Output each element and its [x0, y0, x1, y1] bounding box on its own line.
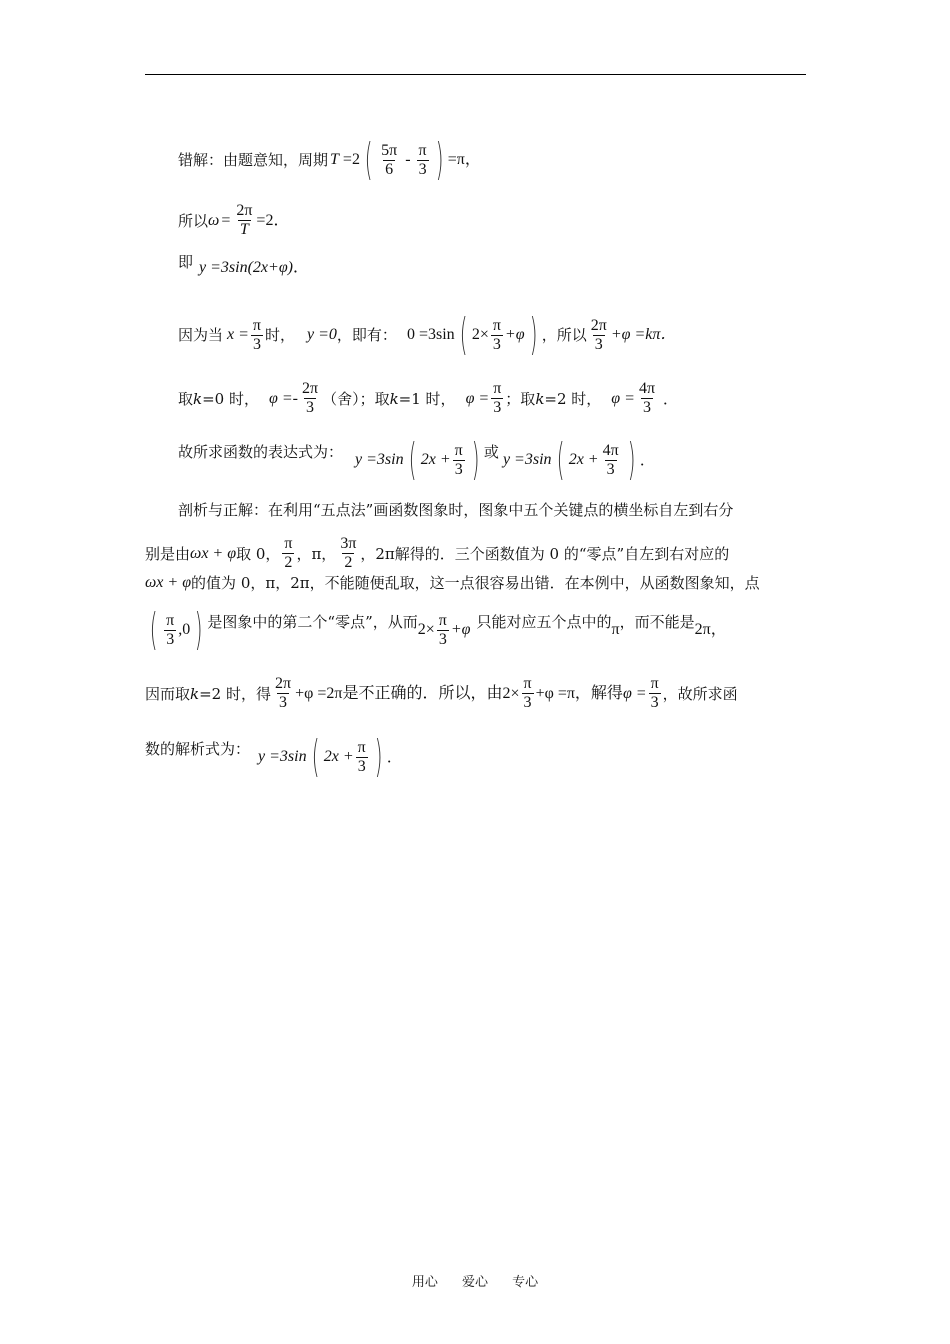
text: ，即有： [336, 326, 397, 344]
text: 2× [471, 326, 489, 343]
wrong-solution-line-4 [178, 309, 677, 360]
analysis-line-6 [145, 731, 402, 782]
right-paren: ) [529, 309, 538, 360]
text: +φ [504, 326, 525, 343]
text: φ =- [269, 389, 298, 407]
fraction: $\frac{\pi}{3}$ [438, 611, 447, 648]
text: 0 =3sin [406, 326, 455, 343]
text: φ = [611, 389, 635, 407]
fraction: $\frac{\pi}{3}$ [492, 316, 501, 353]
fraction: $\frac{\pi}{2}$ [284, 535, 293, 571]
right-paren: ) [627, 434, 636, 485]
analysis-line-3 [145, 573, 760, 593]
equation-part: =2 [342, 151, 360, 168]
equation-tail: =π， [447, 151, 481, 168]
wrong-solution-line-3 [178, 253, 310, 278]
left-paren: ( [459, 309, 468, 360]
text: k [193, 389, 203, 408]
fraction: $\frac{2\pi}{3}$ [275, 675, 292, 711]
footer-text-3: 专心 [512, 1275, 539, 1290]
left-paren: ( [556, 434, 564, 485]
text: y =3sin [355, 451, 404, 468]
fraction: $\frac{\pi}{3}$ [650, 675, 659, 711]
text: ． [386, 748, 402, 766]
text: 所以 [178, 211, 209, 230]
fraction: $\frac{2\pi}{T}$ [236, 202, 253, 238]
fraction: $\frac{4\pi}{3}$ [638, 380, 656, 416]
text: =0 时， [202, 389, 259, 408]
left-paren: ( [364, 134, 373, 185]
text: 2π， [694, 621, 727, 638]
wrong-solution-line-5 [178, 380, 678, 417]
left-paren: ( [311, 731, 320, 782]
footer-text-1: 用心 [411, 1275, 438, 1290]
text: =2． [256, 211, 290, 229]
analysis-line-2 [145, 535, 729, 572]
text: y =3sin [502, 451, 552, 468]
wrong-solution-line-1: 错解：由题意知，周期 T =2 ( $\frac{5\pi}{6}$ - $\frac{\pi}{3}$ ) =π， [178, 134, 481, 185]
right-paren: ) [435, 134, 444, 185]
text: 别是由 [145, 544, 191, 563]
text: +φ =π，解得 [535, 684, 623, 702]
header-rule [145, 74, 806, 75]
text: 或 [483, 443, 499, 461]
text: y =3sin [258, 748, 307, 765]
right-paren: ) [471, 434, 480, 485]
fraction: $\frac{\pi}{3}$ [166, 611, 175, 648]
period-symbol: T [330, 151, 339, 168]
text: ；取 [505, 389, 536, 408]
text: ωx + φ [190, 544, 237, 562]
text: ． [639, 451, 655, 469]
text: 故所求函数的表达式为： [178, 443, 344, 461]
text: ，π， [296, 544, 337, 563]
fraction: $\frac{3\pi}{2}$ [340, 535, 357, 571]
text: =1 时， [398, 389, 456, 408]
right-paren: ) [374, 731, 383, 782]
text: 2x + [323, 748, 354, 765]
omega-symbol: ω [208, 211, 220, 229]
text: =2 时，得 [199, 684, 271, 703]
text: 取 0， [236, 544, 281, 563]
analysis-line-4 [145, 604, 727, 655]
fraction: $\frac{\pi}{3}$ [493, 380, 502, 416]
text: = [221, 211, 231, 229]
right-paren: ) [194, 604, 203, 655]
text: 的值为 0，π，2π，不能随便乱取，这一点很容易出错．在本例中，从函数图象知，点 [191, 574, 760, 592]
text: 因而取 [145, 684, 191, 703]
text: 数的解析式为： [145, 740, 251, 758]
text: k [190, 684, 200, 703]
text: 只能对应五个点中的 [476, 613, 612, 631]
text: 是图象中的第二个“零点”，从而 [207, 613, 418, 631]
wrong-solution-label: 错解：由题意知，周期 [178, 151, 329, 169]
text: 取 [178, 389, 194, 408]
text: ωx + φ [145, 574, 192, 591]
text: ，而不能是 [619, 613, 695, 631]
text: 时， [265, 326, 296, 344]
text: 2x + [568, 451, 599, 468]
fraction: $\frac{\pi}{3}$ [454, 441, 463, 478]
text: 2× [417, 621, 435, 638]
footer-text-2: 爱心 [461, 1275, 488, 1290]
analysis-line-5 [145, 675, 738, 712]
text: k [535, 389, 545, 408]
fraction: $\frac{\pi}{3}$ [357, 738, 366, 775]
text: φ = [465, 389, 490, 407]
fraction: $\frac{2\pi}{3}$ [590, 316, 607, 353]
text: x = [227, 326, 249, 343]
wrong-solution-line-2 [178, 202, 289, 239]
text: y =0 [307, 326, 337, 343]
text: ，所以 [541, 326, 587, 344]
text: ，故所求函 [662, 684, 738, 703]
fraction: $\frac{\pi}{3}$ [523, 675, 532, 711]
text: +φ =kπ． [610, 326, 677, 343]
analysis-line-1 [178, 500, 733, 520]
text: 剖析与正解：在利用“五点法”画函数图象时，图象中五个关键点的横坐标自左到右分 [178, 501, 734, 519]
page-footer [0, 1271, 950, 1290]
fraction: $\frac{2\pi}{3}$ [301, 380, 319, 416]
text: 2x + [420, 451, 451, 468]
text: ． [663, 389, 679, 408]
text: φ = [622, 684, 647, 702]
fraction: $\frac{\pi}{3}$ [252, 316, 261, 353]
fraction: $\frac{\pi}{3}$ [418, 141, 427, 178]
text: 因为当 [178, 326, 224, 344]
text: ． [293, 259, 310, 276]
fraction: $\frac{4\pi}{3}$ [602, 441, 619, 478]
text: 2× [502, 684, 520, 702]
text: 即 [178, 253, 194, 271]
text: ,0 [178, 621, 191, 638]
text: +φ =2π是不正确的．所以，由 [295, 684, 503, 702]
fraction: $\frac{5\pi}{6}$ [381, 141, 398, 178]
left-paren: ( [149, 604, 158, 655]
text: =2 时， [544, 389, 602, 408]
text: k [389, 389, 399, 408]
wrong-solution-line-6 [178, 434, 655, 485]
left-paren: ( [408, 434, 417, 485]
text: ，2π解得的．三个函数值为 0 的“零点”自左到右对应的 [360, 544, 730, 563]
text: （舍）；取 [322, 389, 390, 408]
equation: y =3sin(2x+φ) [199, 259, 293, 276]
text: π [611, 621, 620, 638]
text: +φ [450, 621, 471, 638]
